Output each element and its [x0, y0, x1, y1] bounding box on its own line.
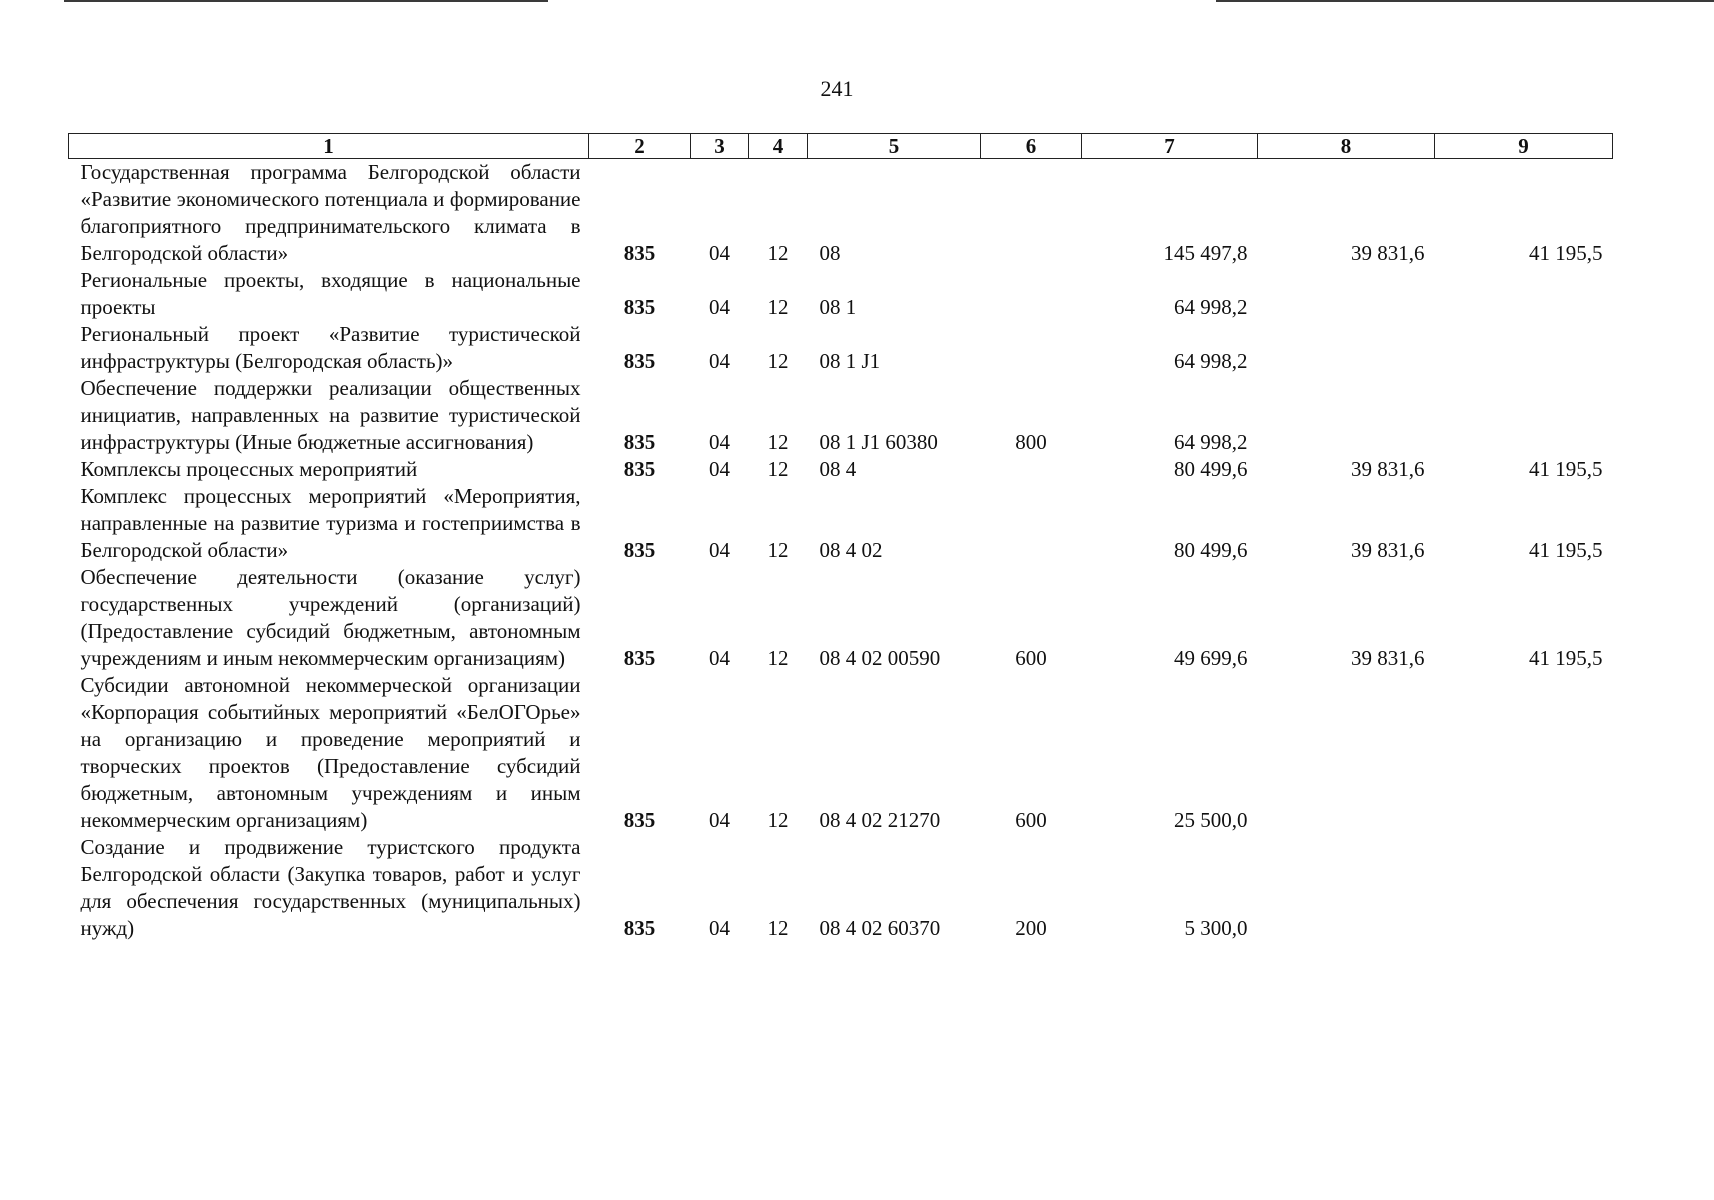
section-code: 04 [709, 241, 730, 265]
column-header: 5 [808, 134, 981, 159]
section-code: 04 [709, 538, 730, 562]
table-row [69, 564, 1613, 672]
column-header: 9 [1435, 134, 1613, 159]
section-code: 04 [709, 457, 730, 481]
amount-col7: 64 998,2 [1174, 349, 1248, 373]
budget-table [68, 133, 1613, 942]
amount-col7: 80 499,6 [1174, 457, 1248, 481]
amount-col7: 49 699,6 [1174, 646, 1248, 670]
expense-type-code: 600 [1015, 646, 1047, 670]
subsection-code: 12 [767, 457, 789, 481]
row-name: Комплекс процессных мероприятий «Мероприятия, направленные на развитие туризма и гостеприимства в Белгородской области» [80, 484, 581, 562]
amount-col9: 41 195,5 [1529, 646, 1603, 670]
amount-col9 [1435, 267, 1613, 321]
subsection-code: 12 [767, 295, 789, 319]
target-article-code: 08 4 02 00590 [819, 646, 941, 670]
amount-col9 [1435, 375, 1613, 456]
section-code: 04 [709, 295, 730, 319]
scan-edge-line [1216, 0, 1714, 2]
column-header: 2 [589, 134, 691, 159]
amount-col8 [1258, 375, 1435, 456]
ministry-code: 835 [623, 241, 656, 265]
table-row [69, 321, 1613, 375]
target-article-code: 08 4 02 [819, 538, 883, 562]
expense-type-code [981, 483, 1082, 564]
table-row [69, 483, 1613, 564]
target-article-code: 08 1 J1 60380 [819, 430, 938, 454]
header-row [69, 134, 1613, 159]
amount-col8: 39 831,6 [1351, 646, 1425, 670]
subsection-code: 12 [767, 916, 789, 940]
amount-col7: 64 998,2 [1174, 430, 1248, 454]
table-row [69, 159, 1613, 268]
section-code: 04 [709, 646, 730, 670]
column-header: 3 [691, 134, 749, 159]
amount-col8 [1258, 267, 1435, 321]
table-row [69, 375, 1613, 456]
amount-col7: 80 499,6 [1174, 538, 1248, 562]
section-code: 04 [709, 430, 730, 454]
column-header: 6 [981, 134, 1082, 159]
amount-col9 [1435, 834, 1613, 942]
row-name: Обеспечение поддержки реализации общественных инициатив, направленных на развитие туристической инфраструктуры (Иные бюджетные ассигнования) [80, 376, 581, 454]
row-name: Региональный проект «Развитие туристической инфраструктуры (Белгородская область)» [80, 322, 581, 373]
amount-col7: 64 998,2 [1174, 295, 1248, 319]
table-row [69, 456, 1613, 483]
ministry-code: 835 [623, 538, 656, 562]
amount-col9: 41 195,5 [1529, 241, 1603, 265]
target-article-code: 08 [819, 241, 841, 265]
column-header: 1 [69, 134, 589, 159]
table-row [69, 834, 1613, 942]
amount-col8 [1258, 321, 1435, 375]
target-article-code: 08 4 02 60370 [819, 916, 941, 940]
expense-type-code: 600 [1015, 808, 1047, 832]
column-header: 4 [749, 134, 808, 159]
ministry-code: 835 [623, 808, 656, 832]
amount-col8 [1258, 834, 1435, 942]
target-article-code: 08 4 [819, 457, 857, 481]
amount-col9: 41 195,5 [1529, 538, 1603, 562]
section-code: 04 [709, 808, 730, 832]
target-article-code: 08 1 [819, 295, 857, 319]
row-name: Субсидии автономной некоммерческой организации «Корпорация событийных мероприятий «БелОГОрье» на организацию и проведение мероприятий и творческих проектов (Предоставление субсидий бюджетным, автономным учреждениям и иным некоммерческим организациям) [80, 673, 581, 832]
ministry-code: 835 [623, 457, 656, 481]
amount-col7: 25 500,0 [1174, 808, 1248, 832]
subsection-code: 12 [767, 538, 789, 562]
amount-col9 [1435, 321, 1613, 375]
ministry-code: 835 [623, 646, 656, 670]
ministry-code: 835 [623, 349, 656, 373]
subsection-code: 12 [767, 646, 789, 670]
row-name: Обеспечение деятельности (оказание услуг) государственных учреждений (организаций) (Предоставление субсидий бюджетным, автономным учреждениям и иным некоммерческим организациям) [80, 565, 581, 670]
expense-type-code [981, 456, 1082, 483]
section-code: 04 [709, 916, 730, 940]
row-name: Государственная программа Белгородской области «Развитие экономического потенциала и формирование благоприятного предпринимательского климата в Белгородской области» [80, 160, 581, 265]
section-code: 04 [709, 349, 730, 373]
expense-type-code [981, 321, 1082, 375]
amount-col8: 39 831,6 [1351, 457, 1425, 481]
amount-col9 [1435, 672, 1613, 834]
ministry-code: 835 [623, 916, 656, 940]
expense-type-code: 200 [1015, 916, 1047, 940]
ministry-code: 835 [623, 295, 656, 319]
amount-col8: 39 831,6 [1351, 538, 1425, 562]
table-row [69, 267, 1613, 321]
target-article-code: 08 1 J1 [819, 349, 881, 373]
amount-col9: 41 195,5 [1529, 457, 1603, 481]
row-name: Региональные проекты, входящие в национальные проекты [80, 268, 581, 319]
amount-col7: 145 497,8 [1163, 241, 1248, 265]
column-header: 7 [1082, 134, 1258, 159]
target-article-code: 08 4 02 21270 [819, 808, 941, 832]
amount-col7: 5 300,0 [1184, 916, 1248, 940]
subsection-code: 12 [767, 808, 789, 832]
expense-type-code: 800 [1015, 430, 1047, 454]
column-header: 8 [1258, 134, 1435, 159]
amount-col8: 39 831,6 [1351, 241, 1425, 265]
subsection-code: 12 [767, 430, 789, 454]
table-row [69, 672, 1613, 834]
ministry-code: 835 [623, 430, 656, 454]
expense-type-code [981, 159, 1082, 268]
row-name: Создание и продвижение туристского продукта Белгородской области (Закупка товаров, работ и услуг для обеспечения государственных (муниципальных) нужд) [80, 835, 581, 940]
row-name: Комплексы процессных мероприятий [80, 457, 418, 481]
subsection-code: 12 [767, 241, 789, 265]
page-number: 241 [820, 76, 854, 101]
scan-edge-line [64, 0, 548, 2]
subsection-code: 12 [767, 349, 789, 373]
expense-type-code [981, 267, 1082, 321]
amount-col8 [1258, 672, 1435, 834]
